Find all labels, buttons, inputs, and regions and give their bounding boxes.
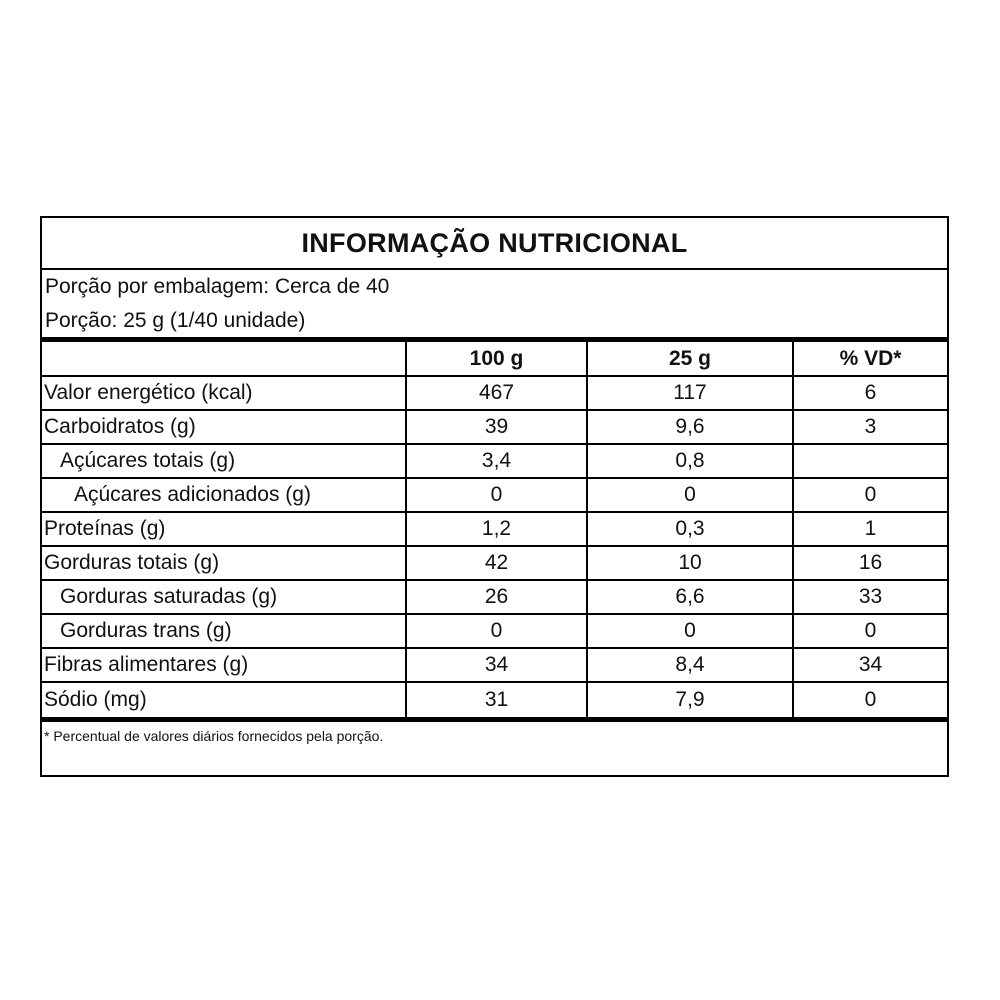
value-vd: 33 — [793, 580, 947, 614]
value-25g: 0 — [587, 614, 793, 648]
nutrient-name: Gorduras saturadas (g) — [42, 580, 406, 614]
value-vd: 1 — [793, 512, 947, 546]
value-25g: 117 — [587, 376, 793, 410]
value-vd: 16 — [793, 546, 947, 580]
value-25g: 0,3 — [587, 512, 793, 546]
nutrient-name: Açúcares adicionados (g) — [42, 478, 406, 512]
portion-size: Porção: 25 g (1/40 unidade) — [45, 309, 306, 332]
value-vd: 34 — [793, 648, 947, 682]
value-100g: 34 — [406, 648, 587, 682]
table-row — [42, 546, 947, 580]
column-header-25g: 25 g — [587, 342, 793, 376]
value-vd: 0 — [793, 614, 947, 648]
nutrient-name: Carboidratos (g) — [42, 410, 406, 444]
table-row — [42, 648, 947, 682]
value-25g: 9,6 — [587, 410, 793, 444]
value-25g: 0 — [587, 478, 793, 512]
value-100g: 31 — [406, 682, 587, 719]
table-row — [42, 478, 947, 512]
column-header-100g: 100 g — [406, 342, 587, 376]
value-25g: 0,8 — [587, 444, 793, 478]
nutrient-name: Gorduras trans (g) — [42, 614, 406, 648]
value-100g: 26 — [406, 580, 587, 614]
table-row — [42, 410, 947, 444]
nutrient-name: Valor energético (kcal) — [42, 376, 406, 410]
value-100g: 0 — [406, 478, 587, 512]
value-25g: 8,4 — [587, 648, 793, 682]
portions-per-package: Porção por embalagem: Cerca de 40 — [45, 275, 390, 298]
value-100g: 467 — [406, 376, 587, 410]
nutrient-name: Fibras alimentares (g) — [42, 648, 406, 682]
column-header-nutrient — [42, 342, 406, 376]
nutrient-name: Proteínas (g) — [42, 512, 406, 546]
table-row — [42, 580, 947, 614]
value-25g: 6,6 — [587, 580, 793, 614]
nutrient-name: Sódio (mg) — [42, 682, 406, 719]
footnote: * Percentual de valores diários fornecidos pela porção. — [44, 727, 384, 744]
nutrient-name: Açúcares totais (g) — [42, 444, 406, 478]
column-header-vd: % VD* — [793, 342, 947, 376]
table-row — [42, 444, 947, 478]
nutrition-facts-label — [40, 216, 949, 777]
value-100g: 39 — [406, 410, 587, 444]
label-title: INFORMAÇÃO NUTRICIONAL — [42, 218, 947, 270]
value-100g: 3,4 — [406, 444, 587, 478]
table-header-row — [42, 342, 947, 376]
nutrient-name: Gorduras totais (g) — [42, 546, 406, 580]
value-vd: 3 — [793, 410, 947, 444]
portion-info — [42, 270, 947, 342]
value-100g: 1,2 — [406, 512, 587, 546]
nutrition-table — [42, 342, 947, 722]
value-vd: 0 — [793, 682, 947, 719]
value-25g: 7,9 — [587, 682, 793, 719]
value-100g: 42 — [406, 546, 587, 580]
table-row — [42, 614, 947, 648]
value-vd: 0 — [793, 478, 947, 512]
value-100g: 0 — [406, 614, 587, 648]
value-25g: 10 — [587, 546, 793, 580]
table-row — [42, 512, 947, 546]
table-row — [42, 682, 947, 719]
value-vd: 6 — [793, 376, 947, 410]
table-row — [42, 376, 947, 410]
value-vd — [793, 444, 947, 478]
